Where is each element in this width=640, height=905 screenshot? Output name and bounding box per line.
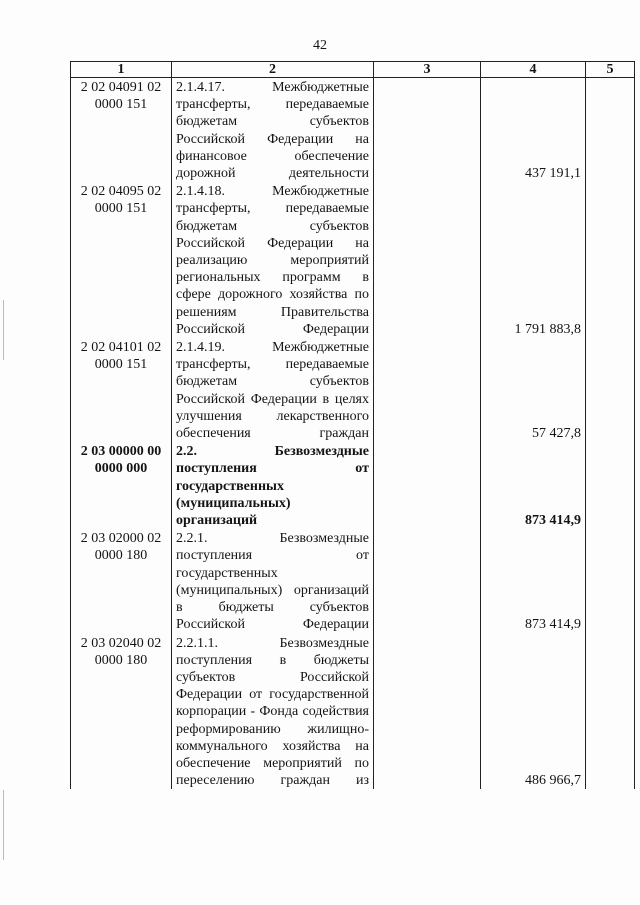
amount-cell: 486 966,7: [481, 634, 586, 790]
table-row: [71, 182, 635, 338]
column-3-cell: [374, 338, 481, 442]
column-header: 2: [172, 62, 374, 78]
column-3-cell: [374, 529, 481, 633]
item-name-cell: 2.2. Безвозмездные поступления от государственных (муниципальных) организаций: [172, 442, 374, 529]
amount-cell: 873 414,9: [481, 529, 586, 633]
amount-cell: 57 427,8: [481, 338, 586, 442]
budget-code-cell: 2 03 02000 02 0000 180: [71, 529, 172, 633]
column-5-cell: [586, 634, 635, 790]
item-name-cell: 2.1.4.17. Межбюджетные трансферты, передаваемые бюджетам субъектов Российской Федерации на финансовое обеспечение дорожной деятельности: [172, 78, 374, 183]
column-header: 4: [481, 62, 586, 78]
column-header: 1: [71, 62, 172, 78]
column-header: 5: [586, 62, 635, 78]
amount-cell: 1 791 883,8: [481, 182, 586, 338]
scan-margin-mark: [3, 300, 4, 360]
budget-table: [70, 61, 635, 789]
table-row: [71, 78, 635, 183]
column-5-cell: [586, 78, 635, 183]
item-name-cell: 2.1.4.19. Межбюджетные трансферты, передаваемые бюджетам субъектов Российской Федерации в целях улучшения лекарственного обеспечения граждан: [172, 338, 374, 442]
scan-margin-mark: [3, 790, 4, 860]
table-row-section: [71, 442, 635, 529]
budget-code-cell: 2 02 04091 02 0000 151: [71, 78, 172, 183]
column-5-cell: [586, 182, 635, 338]
column-5-cell: [586, 442, 635, 529]
table-row: [71, 634, 635, 790]
table-row: [71, 338, 635, 442]
item-name-cell: 2.1.4.18. Межбюджетные трансферты, передаваемые бюджетам субъектов Российской Федерации на реализацию мероприятий региональных программ в сфере дорожного хозяйства по решениям Правительства Российской Федерации: [172, 182, 374, 338]
column-3-cell: [374, 634, 481, 790]
item-name-cell: 2.2.1. Безвозмездные поступления от государственных (муниципальных) организаций в бюджеты субъектов Российской Федерации: [172, 529, 374, 633]
amount-cell: 873 414,9: [481, 442, 586, 529]
amount-cell: 437 191,1: [481, 78, 586, 183]
column-header: 3: [374, 62, 481, 78]
table-header-row: [71, 62, 635, 78]
item-name-cell: 2.2.1.1. Безвозмездные поступления в бюджеты субъектов Российской Федерации от государственной корпорации - Фонда содействия реформированию жилищно-коммунального хозяйства на обеспечение мероприятий по переселению граждан из: [172, 634, 374, 790]
budget-code-cell: 2 03 02040 02 0000 180: [71, 634, 172, 790]
column-5-cell: [586, 529, 635, 633]
table-row: [71, 529, 635, 633]
column-5-cell: [586, 338, 635, 442]
budget-code-cell: 2 02 04095 02 0000 151: [71, 182, 172, 338]
page-number: 42: [313, 38, 327, 53]
column-3-cell: [374, 78, 481, 183]
budget-code-cell: 2 03 00000 00 0000 000: [71, 442, 172, 529]
budget-code-cell: 2 02 04101 02 0000 151: [71, 338, 172, 442]
column-3-cell: [374, 182, 481, 338]
column-3-cell: [374, 442, 481, 529]
